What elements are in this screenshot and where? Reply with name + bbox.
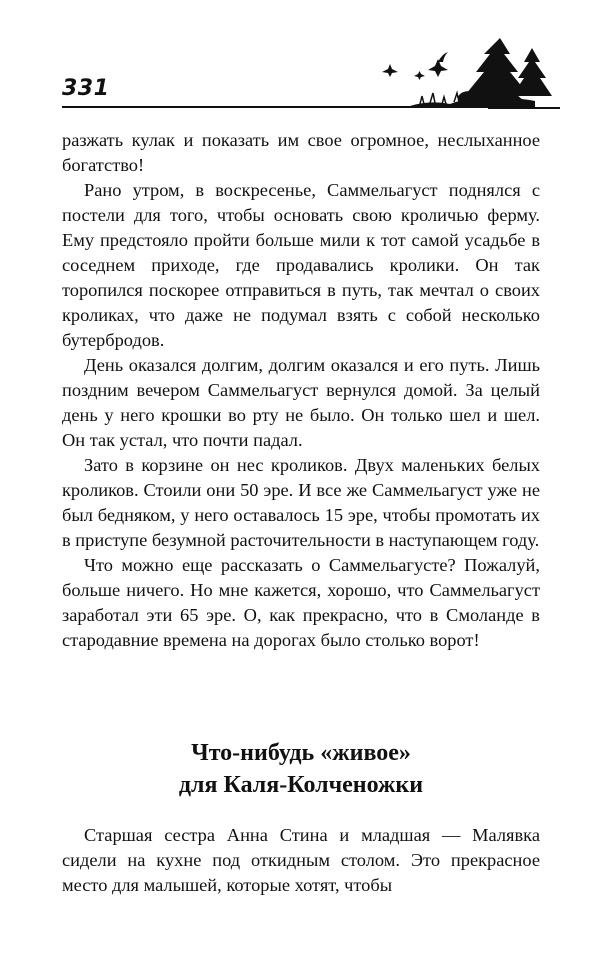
- paragraph: разжать кулак и показать им свое огромное, неслыханное богатство!: [62, 130, 540, 175]
- paragraph: Что можно еще рассказать о Саммельагусте? Пожалуй, больше ничего. Но мне кажется, хорошо, что Саммельагуст заработал эти 65 эре. О, как прекрасно, что в Смоланде в стародавние времена на дорогах было столько ворот!: [62, 555, 540, 650]
- page-number: 331: [62, 76, 110, 101]
- paragraph: Рано утром, в воскресенье, Саммельагуст поднялся с постели для того, чтобы основать свою кроличью ферму. Ему предстояло пройти больше мили к тот самой усадьбе в соседнем приходе, где продавались кролики. Он так торопился поскорее отправиться в путь, так мечтал о своих кроликах, что даже не подумал взять с собой несколько бутербродов.: [62, 180, 540, 350]
- page-header: [0, 0, 600, 120]
- chapter-body: [62, 823, 540, 898]
- chapter-title-line: для Каля-Колченожки: [178, 772, 424, 798]
- paragraph: Старшая сестра Анна Стина и младшая — Малявка сидели на кухне под откидным столом. Это прекрасное место для малышей, которые хотят, чтобы: [62, 825, 540, 895]
- page-body: [62, 128, 540, 653]
- chapter-title: [62, 737, 540, 801]
- paragraph: День оказался долгим, долгим оказался и его путь. Лишь поздним вечером Саммельагуст вернулся домой. За целый день у него крошки во рту не было. Он только шел и шел. Он так устал, что почти падал.: [62, 355, 540, 450]
- paragraph: Зато в корзине он нес кроликов. Двух маленьких белых кроликов. Стоили они 50 эре. И все же Саммельагуст уже не был бедняком, у него оставалось 15 эре, чтобы промотать их в приступе безумной расточительности в наступающем году.: [62, 455, 540, 550]
- chapter-title-line: Что-нибудь «живое»: [191, 740, 411, 766]
- forest-birds-vignette-icon: [370, 30, 560, 115]
